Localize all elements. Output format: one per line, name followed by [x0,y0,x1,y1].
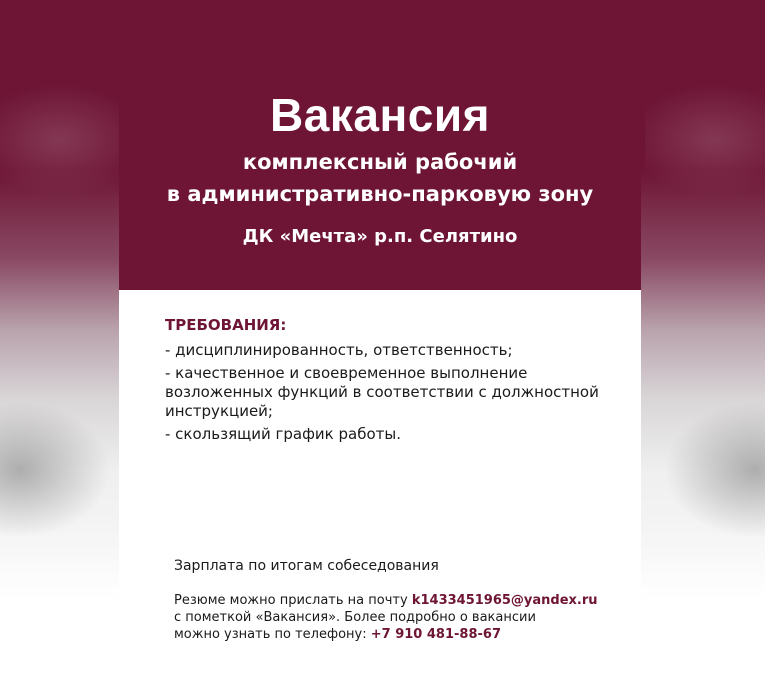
salary-note: Зарплата по итогам собеседования [174,558,439,574]
vacancy-subtitle [119,146,641,210]
requirement-item: - скользящий график работы. [165,425,401,443]
requirements-section [165,316,625,448]
subtitle-line-1: комплексный рабочий [242,150,518,174]
requirements-title: ТРЕБОВАНИЯ: [165,316,287,334]
requirement-item: - дисциплинированность, ответственность; [165,341,513,359]
background-blur-right [645,0,765,675]
resume-prefix: Резюме можно прислать на почту [174,593,408,608]
email-link[interactable]: k1433451965@yandex.ru [411,593,598,608]
vacancy-title: Вакансия [270,89,490,141]
contact-line-1 [174,592,614,609]
subtitle-line-2: в административно-парковую зону [166,182,594,206]
contact-info [174,592,614,643]
contact-section [174,558,614,643]
contact-line-3 [174,626,614,643]
requirement-item: - качественное и своевременное выполнение возложенных функций в соответствии с должностной инструкцией; [165,364,599,420]
phone-prefix: можно узнать по телефону: [174,627,367,642]
phone-link[interactable]: +7 910 481-88-67 [370,627,501,642]
contact-line-2: с пометкой «Вакансия». Более подробно о вакансии [174,610,536,625]
vacancy-header [119,0,641,290]
vacancy-card [119,0,641,675]
vacancy-place: ДК «Мечта» р.п. Селятино [242,226,518,247]
background-blur-left [0,0,120,675]
